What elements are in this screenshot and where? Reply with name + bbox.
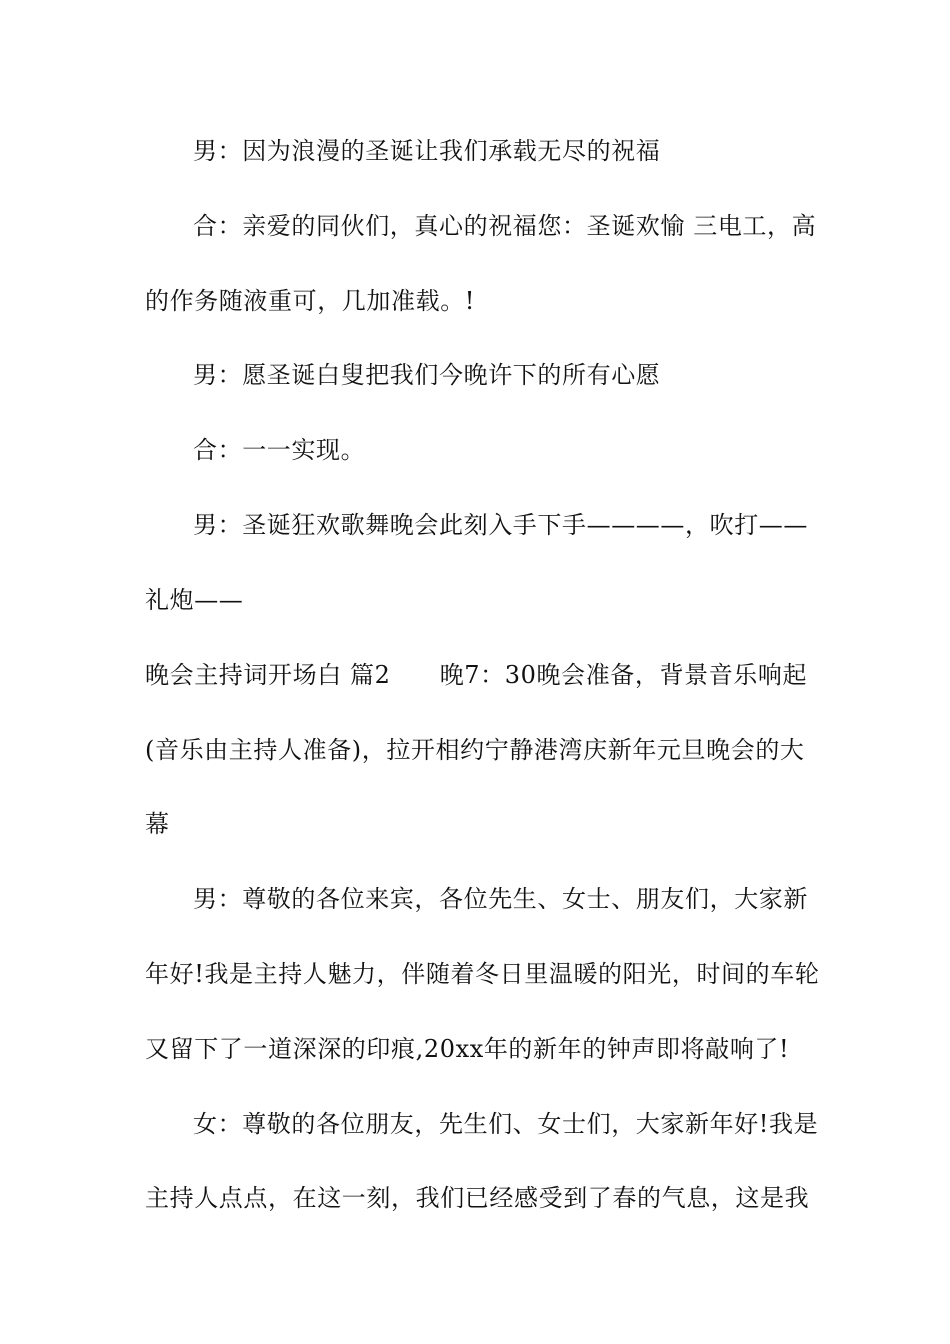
text-line: 主持人点点，在这一刻，我们已经感受到了春的气息，这是我 — [145, 1184, 810, 1212]
text-line: 又留下了一道深深的印痕,20xx年的新年的钟声即将敲响了! — [145, 1035, 790, 1063]
text-line: 男：圣诞狂欢歌舞晚会此刻入手下手————，吹打—— — [193, 511, 808, 539]
text-line: 礼炮—— — [145, 586, 244, 614]
text-line: 男：尊敬的各位来宾，各位先生、女士、朋友们，大家新 — [193, 885, 808, 913]
text-line: 男：愿圣诞白叟把我们今晚许下的所有心愿 — [193, 361, 661, 389]
text-line: 男：因为浪漫的圣诞让我们承载无尽的祝福 — [193, 137, 661, 165]
text-line: 幕 — [145, 810, 170, 838]
text-line: 合：一一实现。 — [193, 436, 366, 464]
text-line: 女：尊敬的各位朋友，先生们、女士们，大家新年好!我是 — [193, 1110, 819, 1138]
text-line: (音乐由主持人准备)，拉开相约宁静港湾庆新年元旦晚会的大 — [145, 736, 805, 764]
text-line: 的作务随液重可，几加准载。! — [145, 287, 476, 315]
text-line: 年好!我是主持人魅力，伴随着冬日里温暖的阳光，时间的车轮 — [145, 960, 820, 988]
text-line: 合：亲爱的同伙们，真心的祝福您：圣诞欢愉 三电工，高 — [193, 212, 817, 240]
section-heading-line: 晚会主持词开场白 篇2 晚7：30晚会准备，背景音乐响起 — [145, 661, 808, 689]
